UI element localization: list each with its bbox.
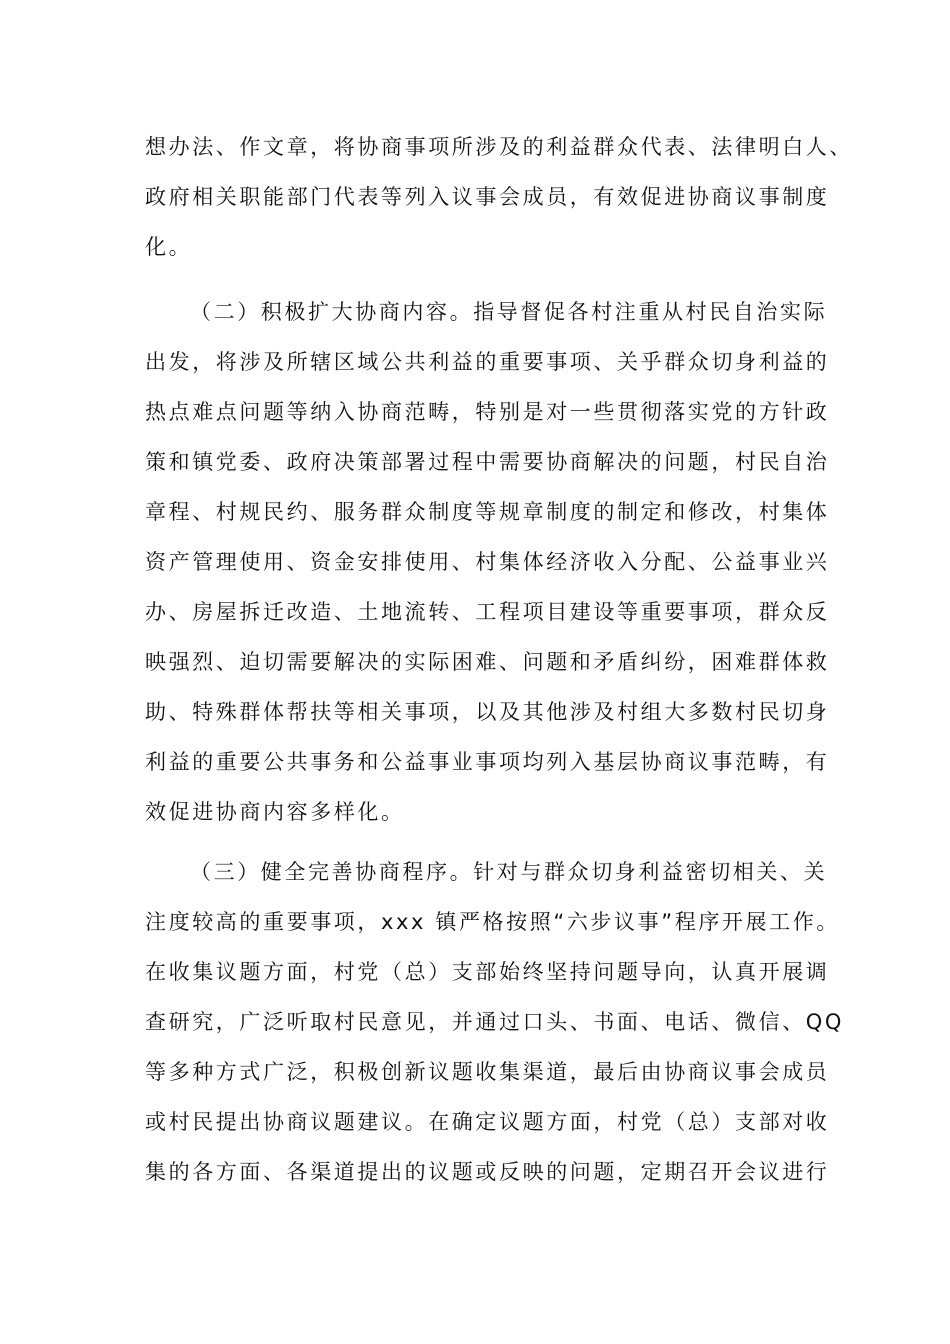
paragraph-heading-line: （二）积极扩大协商内容。指导督促各村注重从村民自治实际 (190, 300, 828, 324)
text-line: 等多种方式广泛，积极创新议题收集渠道，最后由协商议事会成员 (145, 1060, 830, 1084)
text-line: 想办法、作文章，将协商事项所涉及的利益群众代表、法律明白人、 (145, 135, 853, 159)
text-line: 热点难点问题等纳入协商范畴，特别是对一些贯彻落实党的方针政 (145, 400, 830, 424)
text-line: 查研究，广泛听取村民意见，并通过口头、书面、电话、微信、QQ (145, 1010, 845, 1034)
text-line: 在收集议题方面，村党（总）支部始终坚持问题导向，认真开展调 (145, 960, 830, 984)
text-line: 映强烈、迫切需要解决的实际困难、问题和矛盾纠纷，困难群体救 (145, 650, 830, 674)
text-line: 政府相关职能部门代表等列入议事会成员，有效促进协商议事制度 (145, 185, 830, 209)
text-line: 章程、村规民约、服务群众制度等规章制度的制定和修改，村集体 (145, 500, 830, 524)
text-line: 利益的重要公共事务和公益事业事项均列入基层协商议事范畴，有 (145, 750, 830, 774)
text-line: 效促进协商内容多样化。 (145, 800, 405, 824)
text-line: 注度较高的重要事项，xxx 镇严格按照“六步议事”程序开展工作。 (145, 910, 840, 934)
text-line: 办、房屋拆迁改造、土地流转、工程项目建设等重要事项，群众反 (145, 600, 830, 624)
text-line: 资产管理使用、资金安排使用、村集体经济收入分配、公益事业兴 (145, 550, 830, 574)
text-line: 或村民提出协商议题建议。在确定议题方面，村党（总）支部对收 (145, 1110, 830, 1134)
text-line: 出发，将涉及所辖区域公共利益的重要事项、关乎群众切身利益的 (145, 350, 830, 374)
text-line: 助、特殊群体帮扶等相关事项，以及其他涉及村组大多数村民切身 (145, 700, 830, 724)
text-line: 集的各方面、各渠道提出的议题或反映的问题，定期召开会议进行 (145, 1160, 830, 1184)
paragraph-heading-line: （三）健全完善协商程序。针对与群众切身利益密切相关、关 (190, 860, 828, 884)
text-line: 化。 (145, 235, 193, 259)
text-line: 策和镇党委、政府决策部署过程中需要协商解决的问题，村民自治 (145, 450, 830, 474)
